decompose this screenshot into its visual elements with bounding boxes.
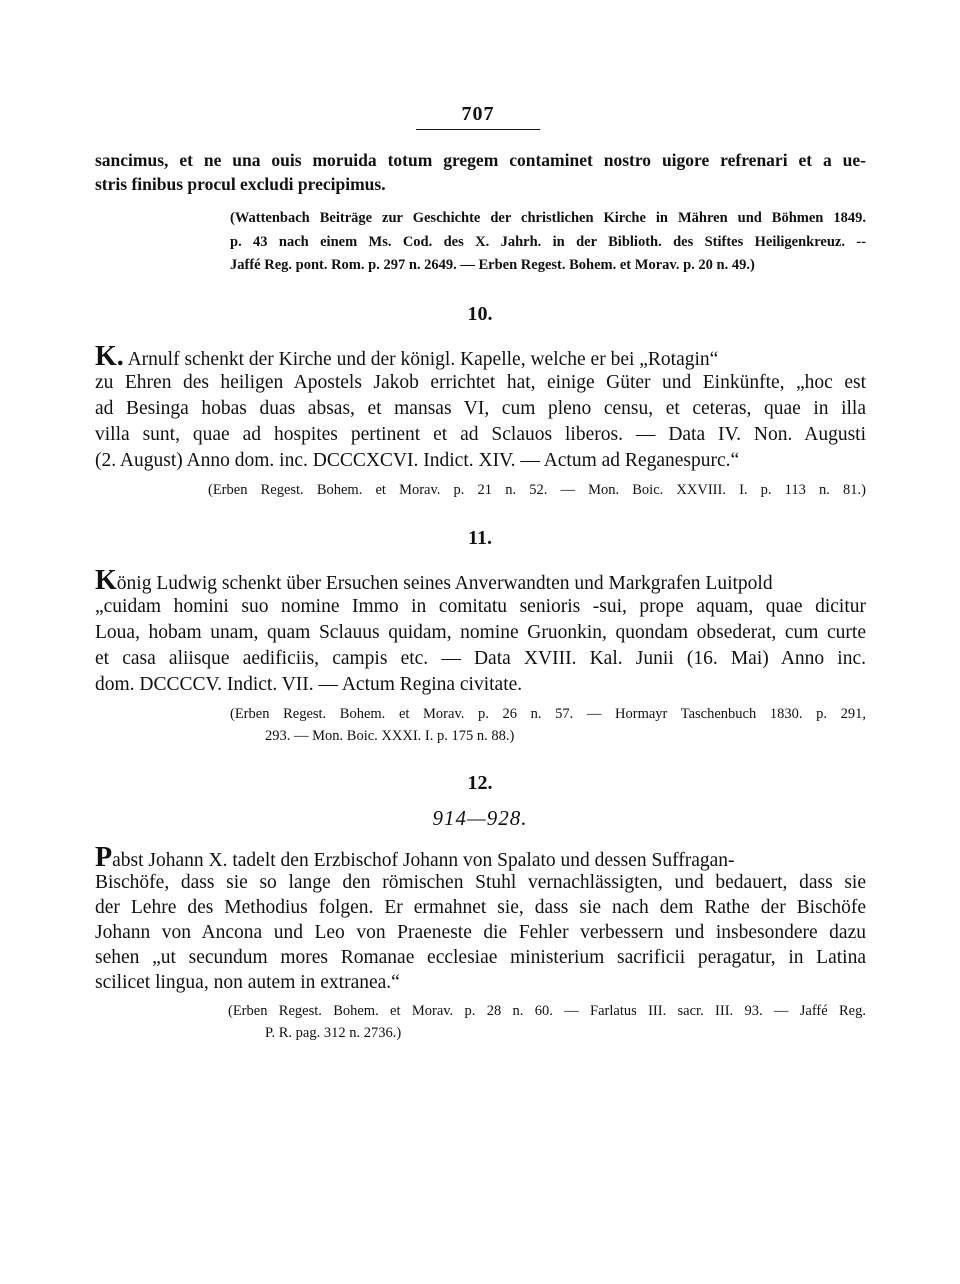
- entry-number: 10.: [467, 303, 493, 325]
- header-rule: [416, 129, 540, 130]
- entry-text: Arnulf schenkt der Kirche und der königl. Kapelle, welche er bei „Rotagin“: [123, 349, 719, 370]
- entry-line: (2. August) Anno dom. inc. DCCCXCVI. Indict. XIV. — Actum ad Reganespurc.“: [95, 450, 740, 471]
- initial-letter: K: [95, 565, 117, 596]
- entry-line: [95, 343, 718, 371]
- entry-line: et casa aliisque aedificiis, campis etc. — Data XVIII. Kal. Junii (16. Mai) Anno inc.: [95, 648, 866, 669]
- initial-letter: K.: [95, 341, 124, 372]
- entry-line: villa sunt, quae ad hospites pertinent et ad Sclauos liberos. — Data IV. Non. Augusti: [95, 424, 866, 445]
- entry-line: der Lehre des Methodius folgen. Er ermahnet sie, dass sie nach dem Rathe der Bischöfe: [95, 897, 866, 918]
- citation-line: P. R. pag. 312 n. 2736.): [265, 1025, 402, 1041]
- page-header: [416, 102, 540, 130]
- intro-line: stris finibus procul excludi precipimus.: [95, 174, 386, 194]
- entry-line: dom. DCCCCV. Indict. VII. — Actum Regina civitate.: [95, 674, 523, 695]
- entry-line: scilicet lingua, non autem in extranea.“: [95, 972, 400, 993]
- entry-date: 914—928.: [432, 806, 528, 830]
- entry-line: ad Besinga hobas duas absas, et mansas VI, cum pleno censu, et ceteras, quae in illa: [95, 398, 866, 419]
- entry-line: sehen „ut secundum mores Romanae ecclesiae ministerium sacrificii peragatur, in Latina: [95, 947, 866, 968]
- citation-line: 293. — Mon. Boic. XXXI. I. p. 175 n. 88.): [265, 728, 515, 744]
- citation-line: (Erben Regest. Bohem. et Morav. p. 28 n. 60. — Farlatus III. sacr. III. 93. — Jaffé Reg.: [228, 1003, 866, 1019]
- intro-line: sancimus, et ne una ouis moruida totum gregem contaminet nostro uigore refrenari et a ue-: [95, 150, 866, 170]
- citation-line: (Erben Regest. Bohem. et Morav. p. 26 n. 57. — Hormayr Taschenbuch 1830. p. 291,: [230, 706, 866, 722]
- citation-line: (Erben Regest. Bohem. et Morav. p. 21 n. 52. — Mon. Boic. XXVIII. I. p. 113 n. 81.): [208, 482, 866, 498]
- entry-number: 12.: [467, 772, 493, 794]
- entry-line: Loua, hobam unam, quam Sclauus quidam, nomine Gruonkin, quondam obsederat, cum curte: [95, 622, 866, 643]
- initial-letter: P: [95, 842, 113, 873]
- citation-line: p. 43 nach einem Ms. Cod. des X. Jahrh. in der Biblioth. des Stiftes Heiligenkreuz. --: [230, 234, 866, 250]
- entry-line: Bischöfe, dass sie so lange den römischen Stuhl vernachlässigten, und bedauert, dass sie: [95, 872, 866, 893]
- entry-line: Johann von Ancona und Leo von Praeneste die Fehler verbessern und insbesondere dazu: [95, 922, 866, 943]
- entry-line: zu Ehren des heiligen Apostels Jakob errichtet hat, einige Güter und Einkünfte, „hoc est: [95, 372, 866, 393]
- entry-line: [95, 567, 773, 595]
- page-number: 707: [461, 103, 495, 125]
- entry-number: 11.: [468, 527, 492, 549]
- entry-text: önig Ludwig schenkt über Ersuchen seines Anverwandten und Markgrafen Luitpold: [116, 573, 773, 594]
- entry-line: [95, 844, 735, 872]
- citation-line: (Wattenbach Beiträge zur Geschichte der christlichen Kirche in Mähren und Böhmen 1849.: [230, 210, 866, 226]
- entry-text: abst Johann X. tadelt den Erzbischof Johann von Spalato und dessen Suffragan-: [112, 850, 735, 871]
- entry-line: „cuidam homini suo nomine Immo in comitatu senioris -sui, prope aquam, quae dicitur: [95, 596, 866, 617]
- citation-line: Jaffé Reg. pont. Rom. p. 297 n. 2649. — Erben Regest. Bohem. et Morav. p. 20 n. 49.): [230, 257, 755, 273]
